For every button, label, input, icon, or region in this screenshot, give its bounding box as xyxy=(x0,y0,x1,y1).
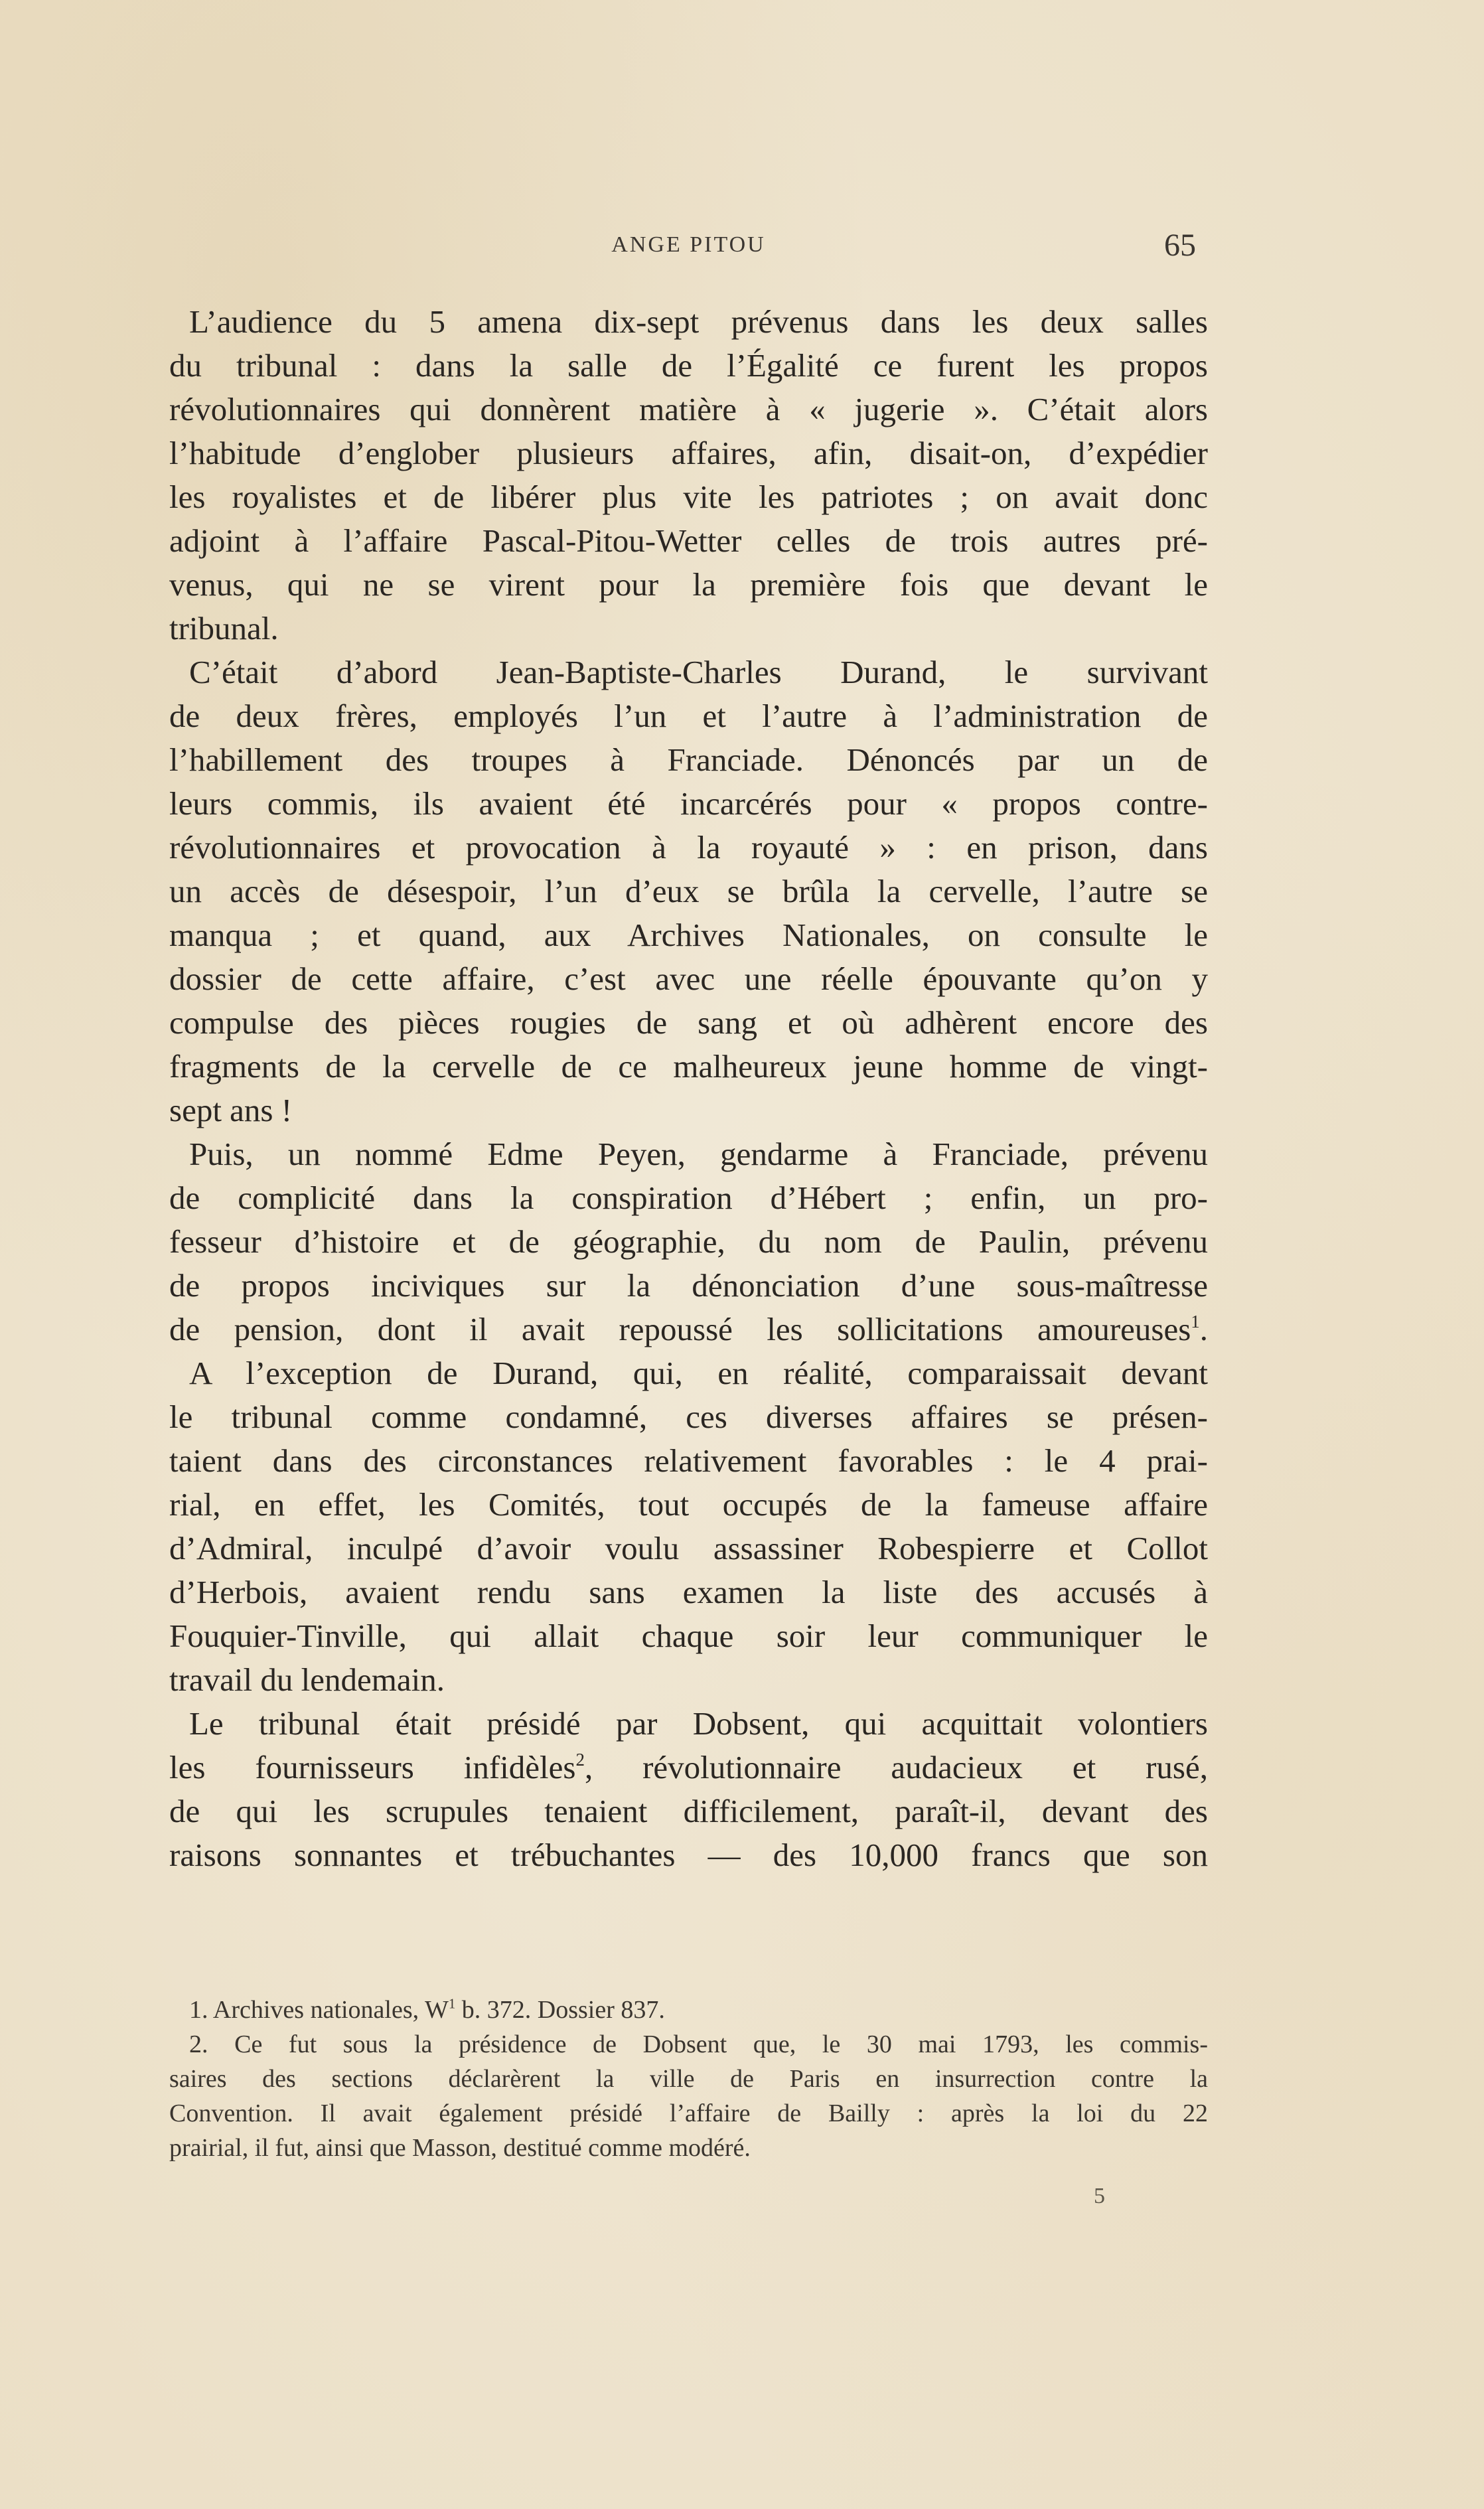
text-line-text: fesseur d’histoire et de géographie, du nom de Paulin, prévenu xyxy=(169,1223,1208,1260)
text-line xyxy=(169,1483,1208,1527)
text-line xyxy=(169,607,1208,650)
text-line xyxy=(169,1439,1208,1483)
text-line-text: rial, en effet, les Comités, tout occupés de la fameuse affaire xyxy=(169,1486,1208,1523)
text-line xyxy=(169,1614,1208,1658)
text-line-text: de complicité dans la conspiration d’Hébert ; enfin, un pro- xyxy=(169,1179,1208,1216)
text-line xyxy=(169,1702,1208,1746)
footnote-line-text: 1. Archives nationales, W xyxy=(189,1996,449,2024)
text-line xyxy=(169,1570,1208,1614)
text-line xyxy=(169,650,1208,694)
running-title: ANGE PITOU xyxy=(611,232,766,257)
text-line-text: d’Herbois, avaient rendu sans examen la liste des accusés à xyxy=(169,1574,1208,1610)
text-line xyxy=(169,1089,1208,1132)
text-line-text: d’Admiral, inculpé d’avoir voulu assassiner Robespierre et Collot xyxy=(169,1530,1208,1566)
text-line xyxy=(169,1658,1208,1702)
text-line xyxy=(169,826,1208,870)
text-line xyxy=(169,1789,1208,1833)
text-line xyxy=(169,694,1208,738)
page-number: 65 xyxy=(1164,228,1196,263)
text-line-text: compulse des pièces rougies de sang et où adhèrent encore des xyxy=(169,1004,1208,1041)
text-line-text: Fouquier-Tinville, qui allait chaque soir leur communiquer le xyxy=(169,1618,1208,1654)
text-line xyxy=(169,1527,1208,1570)
text-line-text-after: , révolutionnaire audacieux et rusé, xyxy=(584,1749,1208,1786)
text-line xyxy=(169,475,1208,519)
text-line xyxy=(169,1351,1208,1395)
text-line-text: dossier de cette affaire, c’est avec une réelle épouvante qu’on y xyxy=(169,960,1208,997)
text-line-text: révolutionnaires qui donnèrent matière à « jugerie ». C’était alors xyxy=(169,391,1208,427)
text-line xyxy=(169,344,1208,388)
text-line-text: l’habitude d’englober plusieurs affaires, afin, disait-on, d’expédier xyxy=(169,435,1208,471)
text-line-text: l’habillement des troupes à Franciade. Dénoncés par un de xyxy=(169,741,1208,778)
text-line-text: raisons sonnantes et trébuchantes — des 10,000 francs que son xyxy=(169,1837,1208,1873)
text-line-text: Puis, un nommé Edme Peyen, gendarme à Franciade, prévenu xyxy=(189,1136,1208,1172)
text-line xyxy=(169,300,1208,344)
text-line-text: de propos inciviques sur la dénonciation d’une sous-maîtresse xyxy=(169,1267,1208,1304)
text-line xyxy=(169,957,1208,1001)
text-line-text: le tribunal comme condamné, ces diverses affaires se présen- xyxy=(169,1399,1208,1435)
text-line-text: taient dans des circonstances relativement favorables : le 4 prai- xyxy=(169,1442,1208,1479)
text-line xyxy=(169,563,1208,607)
footnote-reference: 1 xyxy=(1191,1312,1200,1332)
text-line-text: manqua ; et quand, aux Archives Nationales, on consulte le xyxy=(169,917,1208,953)
text-line xyxy=(169,1833,1208,1877)
text-line-text: C’était d’abord Jean-Baptiste-Charles Durand, le survivant xyxy=(189,654,1208,690)
footnote-line-text: saires des sections déclarèrent la ville de Paris en insurrection contre la xyxy=(169,2065,1208,2093)
text-line-text: tribunal. xyxy=(169,610,279,646)
text-line-text: L’audience du 5 amena dix-sept prévenus dans les deux salles xyxy=(189,303,1208,340)
footnote-line-text: Convention. Il avait également présidé l’affaire de Bailly : après la loi du 22 xyxy=(169,2099,1208,2127)
text-line-text: révolutionnaires et provocation à la royauté » : en prison, dans xyxy=(169,829,1208,866)
text-line xyxy=(169,1308,1208,1351)
footnote-line-text-after: b. 372. Dossier 837. xyxy=(455,1996,665,2024)
text-line xyxy=(169,782,1208,826)
text-line-text: sept ans ! xyxy=(169,1092,293,1128)
text-line xyxy=(169,431,1208,475)
text-line-text: Le tribunal était présidé par Dobsent, qui acquittait volontiers xyxy=(189,1705,1208,1742)
text-line-text: de deux frères, employés l’un et l’autre à l’administration de xyxy=(169,698,1208,734)
text-line-text: adjoint à l’affaire Pascal-Pitou-Wetter celles de trois autres pré- xyxy=(169,522,1208,559)
text-line-text: fragments de la cervelle de ce malheureux jeune homme de vingt- xyxy=(169,1048,1208,1085)
body-text xyxy=(169,300,1208,1877)
text-line xyxy=(169,1001,1208,1045)
footnote-line-text: prairial, il fut, ainsi que Masson, destitué comme modéré. xyxy=(169,2134,751,2162)
text-line xyxy=(169,1220,1208,1264)
text-line xyxy=(169,1264,1208,1308)
text-line xyxy=(169,738,1208,782)
footnote-line xyxy=(169,2062,1208,2096)
text-line-text: du tribunal : dans la salle de l’Égalité ce furent les propos xyxy=(169,347,1208,384)
text-line xyxy=(169,1045,1208,1089)
text-line xyxy=(169,1132,1208,1176)
text-line xyxy=(169,1746,1208,1789)
footnote-reference: 2 xyxy=(575,1750,585,1770)
text-line xyxy=(169,913,1208,957)
text-line-text: de qui les scrupules tenaient difficilement, paraît-il, devant des xyxy=(169,1793,1208,1829)
footnote-reference: 1 xyxy=(448,1995,456,2012)
footnote-line xyxy=(169,1993,1208,2027)
text-line xyxy=(169,1176,1208,1220)
footnote-line xyxy=(169,2131,1208,2165)
text-line xyxy=(169,519,1208,563)
running-head xyxy=(169,227,1208,267)
text-line-text: leurs commis, ils avaient été incarcérés pour « propos contre- xyxy=(169,785,1208,822)
text-line-text: les royalistes et de libérer plus vite les patriotes ; on avait donc xyxy=(169,479,1208,515)
footnote-line-text: 2. Ce fut sous la présidence de Dobsent que, le 30 mai 1793, les commis- xyxy=(189,2030,1208,2058)
text-line-text-after: . xyxy=(1199,1311,1208,1347)
text-line xyxy=(169,388,1208,431)
text-line-text: les fournisseurs infidèles xyxy=(169,1749,576,1786)
text-line-text: venus, qui ne se virent pour la première fois que devant le xyxy=(169,566,1208,603)
text-line xyxy=(169,1395,1208,1439)
text-line-text: un accès de désespoir, l’un d’eux se brûla la cervelle, l’autre se xyxy=(169,873,1208,909)
text-line-text: A l’exception de Durand, qui, en réalité, comparaissait devant xyxy=(189,1355,1208,1391)
footnotes xyxy=(169,1993,1208,2165)
footnote-line xyxy=(169,2096,1208,2131)
footnote-line xyxy=(169,2027,1208,2062)
text-line-text: travail du lendemain. xyxy=(169,1661,445,1698)
signature-mark: 5 xyxy=(1094,2184,1105,2208)
text-line xyxy=(169,870,1208,913)
text-line-text: de pension, dont il avait repoussé les sollicitations amoureuses xyxy=(169,1311,1191,1347)
